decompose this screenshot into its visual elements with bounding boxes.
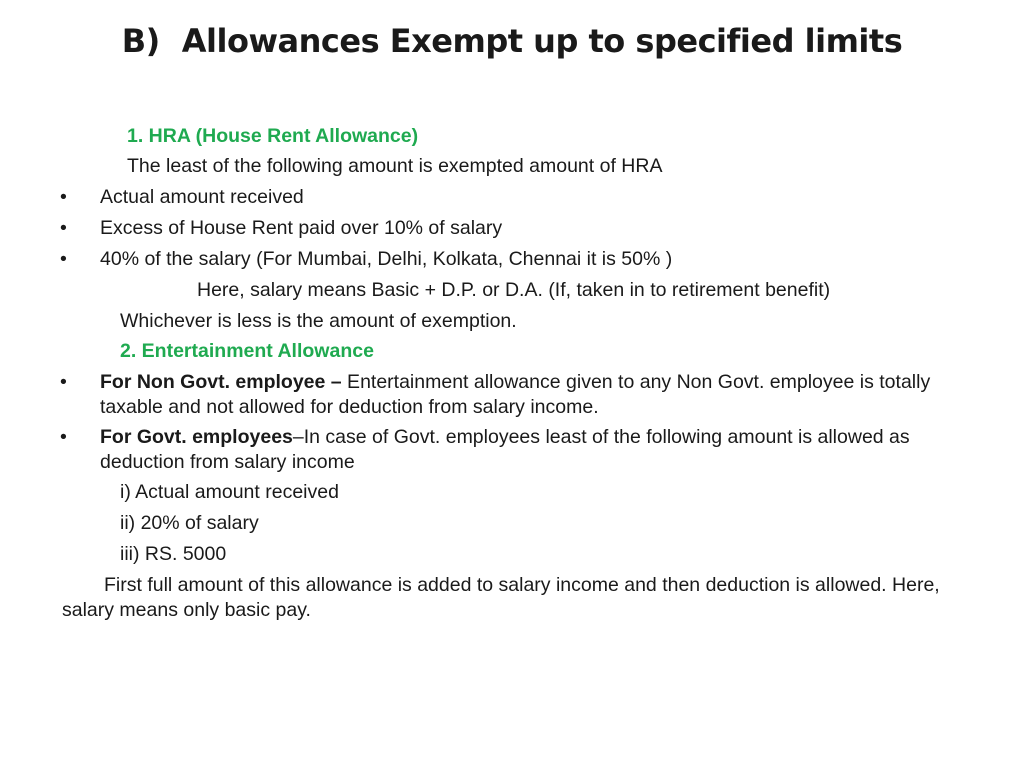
non-govt-label: For Non Govt. employee – — [100, 371, 342, 393]
slide-title — [0, 22, 1024, 60]
govt-item-3: iii) RS. 5000 — [120, 543, 227, 565]
closing-paragraph: First full amount of this allowance is added to salary income and then deduction is allowed. Here, salary means only basic pay. — [62, 574, 940, 621]
title-text: Allowances Exempt up to specified limits — [181, 22, 903, 60]
govt-item-2: ii) 20% of salary — [120, 512, 259, 534]
entertainment-heading: 2. Entertainment Allowance — [120, 340, 374, 362]
hra-salary-note: Here, salary means Basic + D.P. or D.A. (If, taken in to retirement benefit) — [197, 279, 831, 301]
hra-heading: 1. HRA (House Rent Allowance) — [127, 125, 419, 147]
non-govt-paragraph — [100, 370, 960, 420]
govt-paragraph — [100, 425, 950, 475]
non-govt-text: Entertainment allowance given to any Non Govt. employee is totally taxable and not allowed for deduction from salary income. — [100, 371, 931, 418]
bullet-marker: • — [60, 248, 67, 270]
bullet-marker: • — [60, 426, 67, 448]
hra-bullet-1: Actual amount received — [100, 186, 304, 208]
title-label: B) — [121, 22, 160, 60]
govt-text: –In case of Govt. employees least of the following amount is allowed as deduction from salary income — [100, 426, 910, 473]
hra-bullet-3: 40% of the salary (For Mumbai, Delhi, Kolkata, Chennai it is 50% ) — [100, 248, 673, 270]
hra-intro: The least of the following amount is exempted amount of HRA — [127, 155, 663, 177]
govt-label: For Govt. employees — [100, 426, 293, 448]
govt-item-1: i) Actual amount received — [120, 481, 339, 503]
hra-bullet-2: Excess of House Rent paid over 10% of salary — [100, 217, 503, 239]
bullet-marker: • — [60, 217, 67, 239]
bullet-marker: • — [60, 371, 67, 393]
hra-whichever: Whichever is less is the amount of exemption. — [120, 310, 517, 332]
bullet-marker: • — [60, 186, 67, 208]
